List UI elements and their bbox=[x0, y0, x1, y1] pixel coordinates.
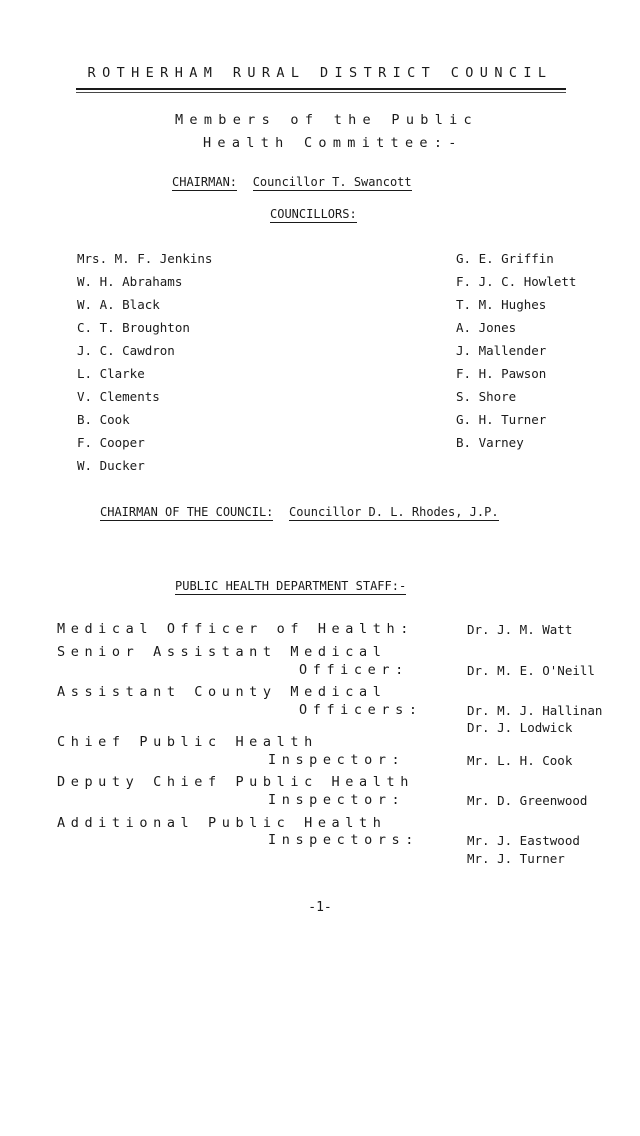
moh-name: Dr. J. M. Watt bbox=[467, 622, 573, 637]
councillor-right-item: F. J. C. Howlett bbox=[456, 274, 577, 289]
councillor-right-item: G. E. Griffin bbox=[456, 251, 554, 266]
councillor-left-item: Mrs. M. F. Jenkins bbox=[77, 251, 213, 266]
councillor-left-item: W. H. Abrahams bbox=[77, 274, 183, 289]
committee-heading-line2: Health Committee:- bbox=[203, 135, 463, 151]
councillors-label-wrap bbox=[270, 207, 357, 222]
councillor-left-item: V. Clements bbox=[77, 389, 160, 404]
dcphi-name: Mr. D. Greenwood bbox=[467, 793, 588, 808]
dcphi-title-line1: Deputy Chief Public Health bbox=[57, 774, 414, 790]
council-chairman-name: Councillor D. L. Rhodes, J.P. bbox=[289, 505, 499, 519]
councillor-right-item: A. Jones bbox=[456, 320, 517, 335]
councillor-right-item: S. Shore bbox=[456, 389, 517, 404]
samo-title-line2: Officer: bbox=[299, 662, 409, 678]
committee-heading-line1: Members of the Public bbox=[175, 112, 478, 128]
councillor-left-item: F. Cooper bbox=[77, 435, 145, 450]
council-title: ROTHERHAM RURAL DISTRICT COUNCIL bbox=[87, 65, 553, 81]
acmo-title-line1: Assistant County Medical bbox=[57, 684, 387, 700]
councillor-right-item: G. H. Turner bbox=[456, 412, 547, 427]
staff-heading-wrap bbox=[175, 579, 406, 594]
councillors-label: COUNCILLORS: bbox=[270, 207, 357, 221]
councillor-left-item: J. C. Cawdron bbox=[77, 343, 175, 358]
moh-title: Medical Officer of Health: bbox=[57, 621, 414, 637]
councillor-left-item: W. A. Black bbox=[77, 297, 160, 312]
samo-title-line1: Senior Assistant Medical bbox=[57, 644, 387, 660]
page-number: -1- bbox=[308, 900, 332, 915]
samo-name: Dr. M. E. O'Neill bbox=[467, 663, 595, 678]
cphi-title-line2: Inspector: bbox=[268, 752, 406, 768]
councillor-right-item: T. M. Hughes bbox=[456, 297, 547, 312]
aphi-title-line2: Inspectors: bbox=[268, 832, 420, 848]
councillor-right-item: B. Varney bbox=[456, 435, 524, 450]
committee-chairman-row bbox=[172, 175, 412, 190]
councillor-left-item: L. Clarke bbox=[77, 366, 145, 381]
councillor-left-item: C. T. Broughton bbox=[77, 320, 190, 335]
council-chairman-row bbox=[100, 505, 499, 520]
header-rule bbox=[76, 88, 566, 90]
councillor-right-item: F. H. Pawson bbox=[456, 366, 547, 381]
chairman-label: CHAIRMAN: bbox=[172, 175, 238, 189]
council-chairman-label: CHAIRMAN OF THE COUNCIL: bbox=[100, 505, 274, 519]
cphi-name: Mr. L. H. Cook bbox=[467, 753, 573, 768]
councillor-right-item: J. Mallender bbox=[456, 343, 547, 358]
aphi-name-2: Mr. J. Turner bbox=[467, 851, 565, 866]
aphi-title-line1: Additional Public Health bbox=[57, 815, 387, 831]
cphi-title-line1: Chief Public Health bbox=[57, 734, 318, 750]
councillor-left-item: B. Cook bbox=[77, 412, 130, 427]
dcphi-title-line2: Inspector: bbox=[268, 792, 406, 808]
aphi-name-1: Mr. J. Eastwood bbox=[467, 833, 580, 848]
staff-heading: PUBLIC HEALTH DEPARTMENT STAFF:- bbox=[175, 579, 407, 593]
councillor-left-item: W. Ducker bbox=[77, 458, 145, 473]
acmo-title-line2: Officers: bbox=[299, 702, 423, 718]
header-rule-secondary bbox=[76, 92, 566, 93]
acmo-name-1: Dr. M. J. Hallinan bbox=[467, 703, 603, 718]
acmo-name-2: Dr. J. Lodwick bbox=[467, 720, 573, 735]
chairman-name: Councillor T. Swancott bbox=[252, 175, 412, 189]
